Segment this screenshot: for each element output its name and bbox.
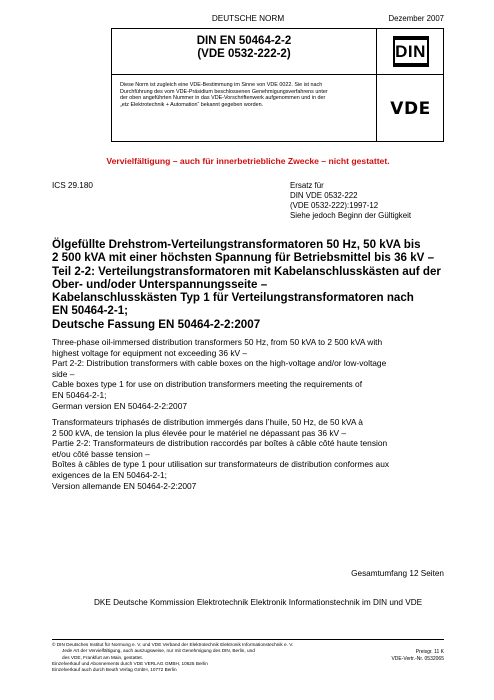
reproduction-notice: Vervielfältigung – auch für innerbetriebliche Zwecke – nicht gestattet. bbox=[106, 156, 390, 166]
replacement-line: (VDE 0532-222):1997-12 bbox=[290, 201, 379, 210]
title-german-line: EN 50464-2-1; bbox=[52, 304, 129, 318]
title-german-line: Teil 2-2: Verteilungstransformatoren mit Kabelanschlusskästen auf der bbox=[52, 264, 441, 278]
page-count: Gesamtumfang 12 Seiten bbox=[351, 569, 444, 578]
standard-id: DIN EN 50464-2-2 bbox=[196, 35, 292, 47]
title-french-line: 2 500 kVA, de tension la plus élevée pour le matériel ne dépassant pas 36 kV – bbox=[52, 427, 347, 438]
dke-line: DKE Deutsche Kommission Elektrotechnik Elektronik Informationstechnik im DIN und VDE bbox=[94, 598, 423, 607]
title-french-line: Transformateurs triphasés de distribution immergés dans l’huile, 50 Hz, de 50 kVA à bbox=[52, 417, 363, 427]
title-french-line: Boîtes à câbles de type 1 pour utilisation sur transformateurs de distribution conformes aux bbox=[52, 459, 390, 470]
title-french-line: Partie 2-2: Transformateurs de distribution raccordés par boîtes à câble côté haute tension bbox=[52, 438, 388, 449]
header-box bbox=[111, 28, 444, 142]
replacement-info bbox=[290, 181, 411, 221]
title-english-line: EN 50464-2-1; bbox=[52, 389, 107, 400]
vde-note-line: Diese Norm ist zugleich eine VDE-Bestimmung im Sinne von VDE 0022. Sie ist nach bbox=[120, 82, 323, 88]
title-german-line: Deutsche Fassung EN 50464-2-2:2007 bbox=[52, 317, 261, 331]
vde-note bbox=[120, 82, 370, 109]
vde-note-line: Durchführung des vom VDE-Präsidium beschlossenen Genehmigungsverfahrens unter bbox=[120, 88, 328, 95]
title-english-line: highest voltage for equipment not exceeding 36 kV – bbox=[52, 347, 248, 358]
vde-id: (VDE 0532-222-2) bbox=[197, 48, 291, 60]
title-french-line: exigences de la EN 50464-2-1; bbox=[52, 469, 167, 480]
title-french-line: Version allemande EN 50464-2-2:2007 bbox=[52, 480, 197, 491]
copyright-line: © DIN Deutsches Institut für Normung e. V. und VDE Verband der Elektrotechnik Elektronik Informationstechnik e. V. bbox=[52, 642, 294, 647]
ics-code: ICS 29.180 bbox=[52, 181, 93, 190]
copyright-line: des VDE, Frankfurt am Main, gestattet. bbox=[62, 654, 144, 660]
title-german bbox=[52, 238, 452, 331]
din-logo bbox=[377, 29, 444, 74]
title-english bbox=[52, 337, 446, 411]
norm-label: DEUTSCHE NORM bbox=[211, 14, 285, 23]
footer-divider bbox=[52, 639, 444, 640]
copyright-line: Jede Art der Vervielfältigung, auch auszugsweise, nur mit Genehmigung des DIN, Berlin, und bbox=[62, 648, 255, 654]
top-bar bbox=[52, 14, 444, 26]
price-group: Preisgr. 11 K bbox=[415, 649, 444, 655]
publication-date: Dezember 2007 bbox=[388, 14, 444, 23]
title-english-line: Three-phase oil-immersed distribution transformers 50 Hz, from 50 kVA to 2 500 kVA with bbox=[52, 337, 383, 347]
standard-title bbox=[112, 35, 376, 61]
vde-note-line: „etz Elektrotechnik + Automation“ bekannt gegeben worden. bbox=[120, 102, 264, 109]
vde-logo: VDE bbox=[390, 99, 431, 119]
replacement-line: Ersatz für bbox=[290, 181, 324, 190]
title-english-line: Part 2-2: Distribution transformers with cable boxes on the high-voltage and/or low-voltage bbox=[52, 358, 387, 369]
footer-pricing bbox=[391, 649, 444, 662]
vde-note-line: der oben angeführten Nummer in das VDE-Vorschriftenwerk aufgenommen und in der bbox=[120, 95, 326, 102]
title-german-line: Kabelanschlusskästen Typ 1 für Verteilungstransformatoren nach bbox=[52, 291, 414, 305]
title-german-line: Ölgefüllte Drehstrom-Verteilungstransformatoren 50 Hz, 50 kVA bis bbox=[52, 238, 421, 251]
sales-line: Einzelverkauf und Abonnements durch VDE VERLAG GMBH, 10625 Berlin bbox=[52, 660, 208, 666]
footer-copyright bbox=[52, 642, 390, 673]
title-german-line: 2 500 kVA mit einer höchsten Spannung für Betriebsmittel bis 36 kV – bbox=[52, 251, 435, 265]
vde-order-number: VDE-Vertr.-Nr. 0532065 bbox=[391, 655, 444, 662]
title-english-line: side – bbox=[52, 368, 75, 379]
replacement-line: DIN VDE 0532-222 bbox=[290, 191, 358, 200]
sales-line: Einzelverkauf auch durch Beuth Verlag GmbH, 10772 Berlin bbox=[52, 667, 177, 673]
title-english-line: German version EN 50464-2-2:2007 bbox=[52, 400, 188, 411]
title-french bbox=[52, 417, 446, 491]
title-french-line: et/ou côté basse tension – bbox=[52, 448, 150, 459]
din-logo-text: DIN bbox=[395, 42, 426, 61]
replacement-line: Siehe jedoch Beginn der Gültigkeit bbox=[290, 211, 412, 220]
title-german-line: Ober- und/oder Unterspannungsseite – bbox=[52, 277, 268, 291]
title-english-line: Cable boxes type 1 for use on distribution transformers meeting the requirements of bbox=[52, 379, 363, 390]
